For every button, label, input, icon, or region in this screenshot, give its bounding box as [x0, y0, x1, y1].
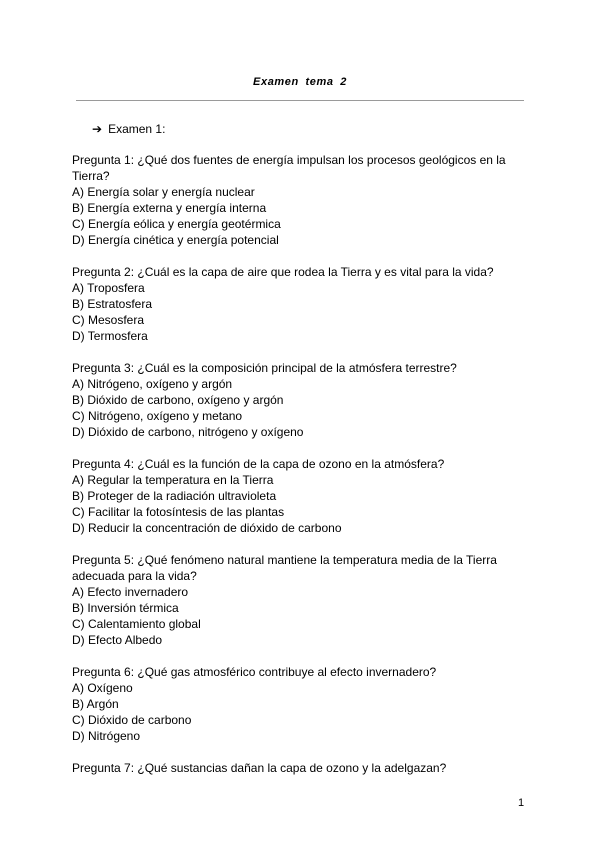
arrow-right-icon: ➔ [92, 122, 103, 136]
answer-option: A) Troposfera [72, 281, 145, 295]
question-block [72, 760, 532, 776]
answer-option: B) Inversión térmica [72, 601, 179, 615]
answer-option: D) Dióxido de carbono, nitrógeno y oxígeno [72, 425, 304, 439]
question-list [72, 152, 532, 792]
question-text: Pregunta 1: ¿Qué dos fuentes de energía impulsan los procesos geológicos en la Tierra? [72, 153, 506, 183]
question-text: Pregunta 7: ¿Qué sustancias dañan la capa de ozono y la adelgazan? [72, 761, 447, 775]
section-label: Examen 1: [108, 122, 166, 136]
document-title: Examen tema 2 [253, 76, 347, 88]
question-block [72, 360, 532, 440]
answer-option: C) Nitrógeno, oxígeno y metano [72, 409, 243, 423]
answer-option: A) Energía solar y energía nuclear [72, 185, 255, 199]
answer-option: C) Calentamiento global [72, 617, 201, 631]
question-text: Pregunta 6: ¿Qué gas atmosférico contribuye al efecto invernadero? [72, 665, 437, 679]
question-text: Pregunta 2: ¿Cuál es la capa de aire que rodea la Tierra y es vital para la vida? [72, 265, 494, 279]
answer-option: B) Estratosfera [72, 297, 153, 311]
section-heading [92, 121, 165, 137]
answer-option: B) Proteger de la radiación ultravioleta [72, 489, 277, 503]
answer-option: B) Dióxido de carbono, oxígeno y argón [72, 393, 284, 407]
answer-option: D) Energía cinética y energía potencial [72, 233, 279, 247]
answer-option: C) Dióxido de carbono [72, 713, 192, 727]
answer-option: C) Mesosfera [72, 313, 145, 327]
question-block [72, 152, 532, 248]
answer-option: B) Energía externa y energía interna [72, 201, 267, 215]
question-block [72, 552, 532, 648]
answer-option: D) Nitrógeno [72, 729, 141, 743]
answer-option: B) Argón [72, 697, 119, 711]
question-block [72, 456, 532, 536]
page-number: 1 [518, 797, 525, 809]
answer-option: A) Oxígeno [72, 681, 133, 695]
title-divider [76, 100, 524, 101]
answer-option: A) Nitrógeno, oxígeno y argón [72, 377, 233, 391]
question-text: Pregunta 4: ¿Cuál es la función de la capa de ozono en la atmósfera? [72, 457, 445, 471]
question-block [72, 264, 532, 344]
answer-option: D) Efecto Albedo [72, 633, 163, 647]
answer-option: C) Energía eólica y energía geotérmica [72, 217, 281, 231]
answer-option: D) Termosfera [72, 329, 148, 343]
answer-option: D) Reducir la concentración de dióxido de carbono [72, 521, 342, 535]
answer-option: A) Regular la temperatura en la Tierra [72, 473, 274, 487]
question-block [72, 664, 532, 744]
answer-option: A) Efecto invernadero [72, 585, 189, 599]
answer-option: C) Facilitar la fotosíntesis de las plantas [72, 505, 285, 519]
question-text: Pregunta 3: ¿Cuál es la composición principal de la atmósfera terrestre? [72, 361, 457, 375]
question-text: Pregunta 5: ¿Qué fenómeno natural mantiene la temperatura media de la Tierra adecuada para la vida? [72, 553, 497, 583]
